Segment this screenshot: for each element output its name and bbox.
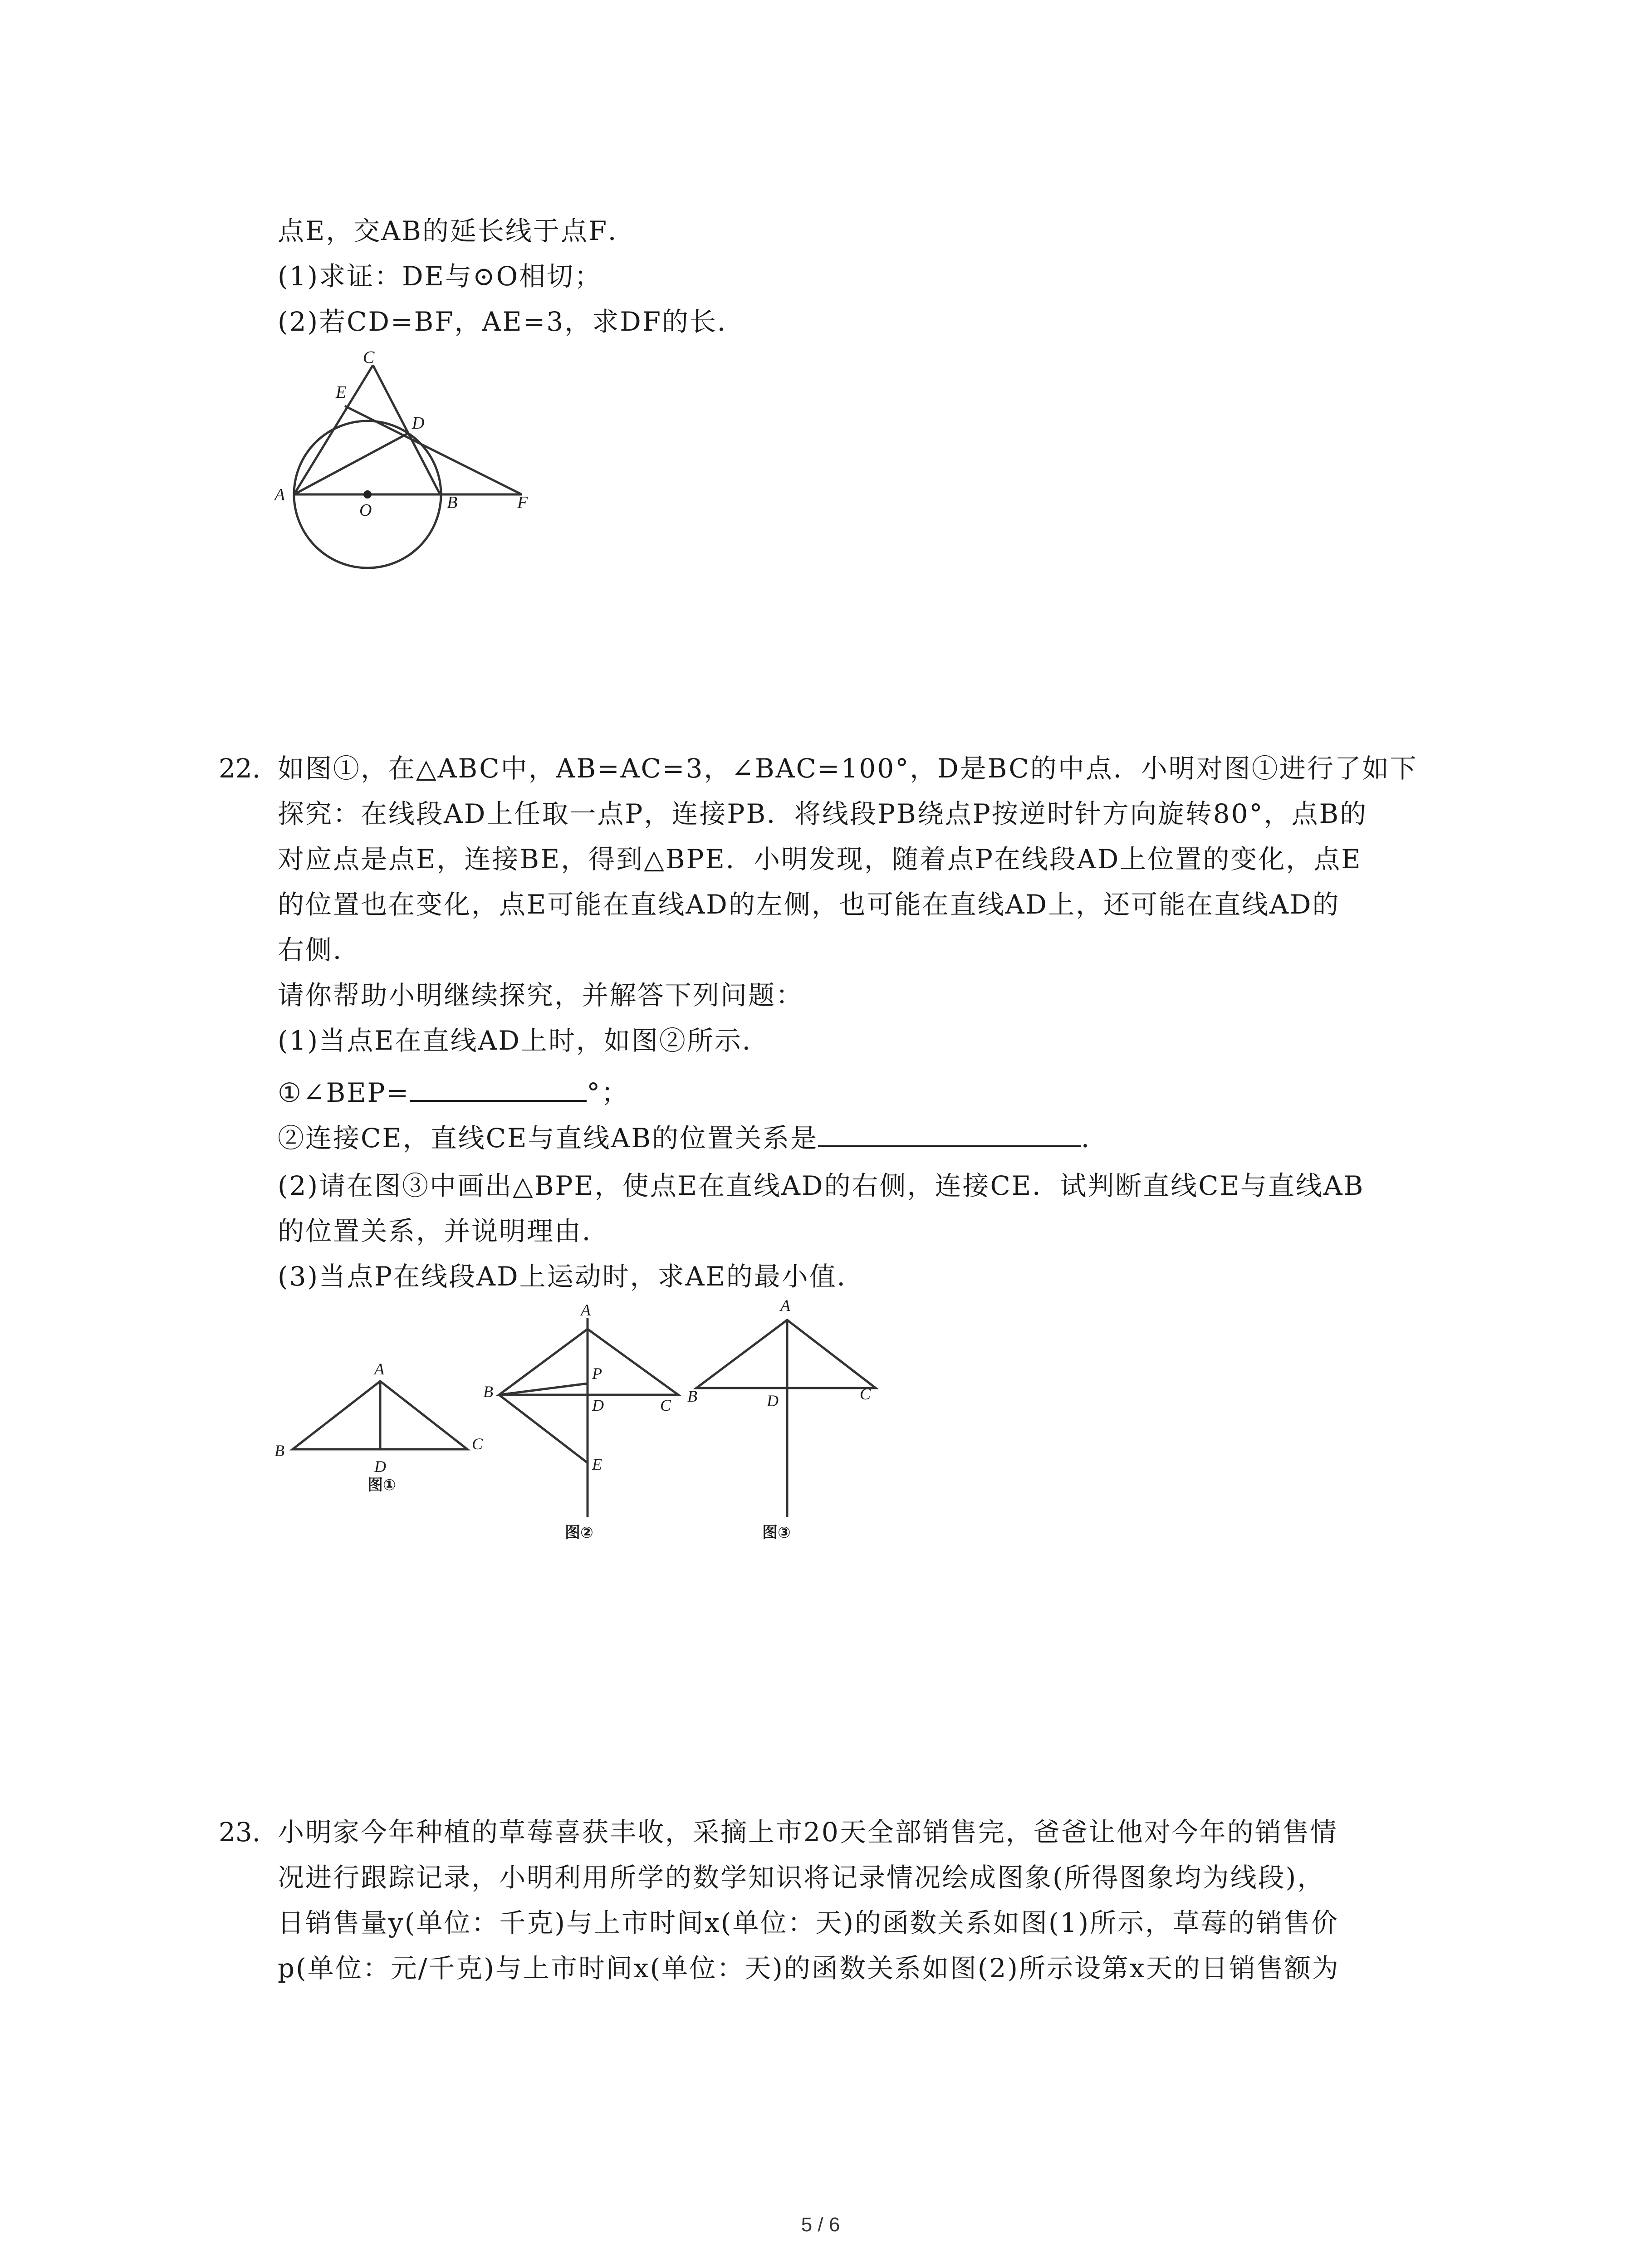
label-a: A	[274, 485, 285, 504]
line-cb	[373, 365, 440, 494]
fig2-label-p: P	[592, 1364, 602, 1383]
q22-sub2-suffix: ．	[1081, 1123, 1109, 1154]
q23-line-1: 小明家今年种植的草莓喜获丰收，采摘上市20天全部销售完，爸爸让他对今年的销售情	[278, 1817, 1338, 1848]
q23-line-3: 日销售量y(单位：千克)与上市时间x(单位：天)的函数关系如图(1)所示，草莓的销售价	[278, 1907, 1339, 1938]
q23-number: 23.	[219, 1817, 261, 1848]
fig3-label-d: D	[767, 1392, 779, 1410]
line-be-fig2	[499, 1395, 588, 1463]
q22-line-4: 的位置也在变化，点E可能在直线AD的左侧，也可能在直线AD上，还可能在直线AD的	[278, 889, 1340, 920]
q22-sub2-prefix: ②连接CE，直线CE与直线AB的位置关系是	[278, 1123, 818, 1154]
label-c: C	[363, 348, 375, 367]
label-o: O	[359, 501, 372, 520]
center-dot	[363, 490, 372, 499]
fig1-label-b: B	[274, 1442, 284, 1460]
q22-part2-line-2: 的位置关系，并说明理由．	[278, 1216, 610, 1246]
q22-line-6: 请你帮助小明继续探究，并解答下列问题：	[278, 980, 804, 1011]
q22-line-2: 探究：在线段AD上任取一点P，连接PB．将线段PB绕点P按逆时针方向旋转80°，点B的	[278, 798, 1368, 829]
fig2-label-d: D	[592, 1396, 604, 1414]
fig1-caption: 图①	[367, 1476, 396, 1494]
line-ac	[294, 365, 373, 494]
q22-line-7: (1)当点E在直线AD上时，如图②所示．	[278, 1025, 770, 1056]
fig1-label-c: C	[472, 1435, 483, 1453]
fig2-label-c: C	[660, 1396, 671, 1414]
q22-sub1-suffix: °；	[587, 1077, 629, 1108]
label-f: F	[517, 493, 528, 512]
q22-number: 22.	[219, 753, 261, 784]
q22-fig2	[499, 1318, 678, 1517]
fig2-label-b: B	[483, 1383, 493, 1401]
fig3-label-a: A	[780, 1296, 790, 1315]
q22-line-1: 如图①，在△ABC中，AB=AC=3，∠BAC=100°，D是BC的中点．小明对图①进行了如下	[278, 753, 1418, 784]
fig3-label-b: B	[687, 1387, 697, 1405]
q21-figure	[294, 365, 522, 568]
q22-part3-line: (3)当点P在线段AD上运动时，求AE的最小值．	[278, 1261, 865, 1292]
q22-sub2	[278, 1123, 1109, 1154]
q21-line-1: 点E，交AB的延长线于点F．	[278, 215, 636, 246]
q22-line-5: 右侧．	[278, 934, 361, 965]
line-ad	[294, 433, 408, 494]
answer-blank-2[interactable]	[818, 1123, 1081, 1147]
q21-line-3: (2)若CD=BF，AE=3，求DF的长．	[278, 306, 745, 337]
q22-sub1-prefix: ①∠BEP=	[278, 1077, 410, 1108]
q21-line-2: (1)求证：DE与⊙O相切；	[278, 261, 603, 292]
fig1-label-a: A	[374, 1360, 384, 1378]
q22-sub1	[278, 1077, 629, 1106]
fig3-caption: 图③	[762, 1524, 791, 1542]
q22-fig3	[696, 1320, 876, 1517]
label-b: B	[447, 493, 458, 512]
fig2-label-a: A	[581, 1301, 591, 1319]
answer-blank-1[interactable]	[410, 1077, 587, 1102]
page-number: 5 / 6	[801, 2214, 840, 2236]
q22-part2-line-1: (2)请在图③中画出△BPE，使点E在直线AD的右侧，连接CE．试判断直线CE与直线AB	[278, 1170, 1365, 1201]
q23-line-2: 况进行跟踪记录，小明利用所学的数学知识将记录情况绘成图象(所得图象均为线段)，	[278, 1862, 1325, 1893]
label-e: E	[336, 383, 347, 402]
q22-fig1	[293, 1381, 467, 1449]
fig1-label-d: D	[374, 1457, 386, 1476]
q22-line-3: 对应点是点E，连接BE，得到△BPE．小明发现，随着点P在线段AD上位置的变化，点E	[278, 844, 1362, 875]
q23-line-4: p(单位：元/千克)与上市时间x(单位：天)的函数关系如图(2)所示设第x天的日销售额为	[278, 1953, 1340, 1984]
fig2-caption: 图②	[565, 1524, 593, 1542]
label-d: D	[412, 414, 425, 433]
fig2-label-e: E	[592, 1455, 602, 1473]
fig3-label-c: C	[860, 1385, 871, 1403]
